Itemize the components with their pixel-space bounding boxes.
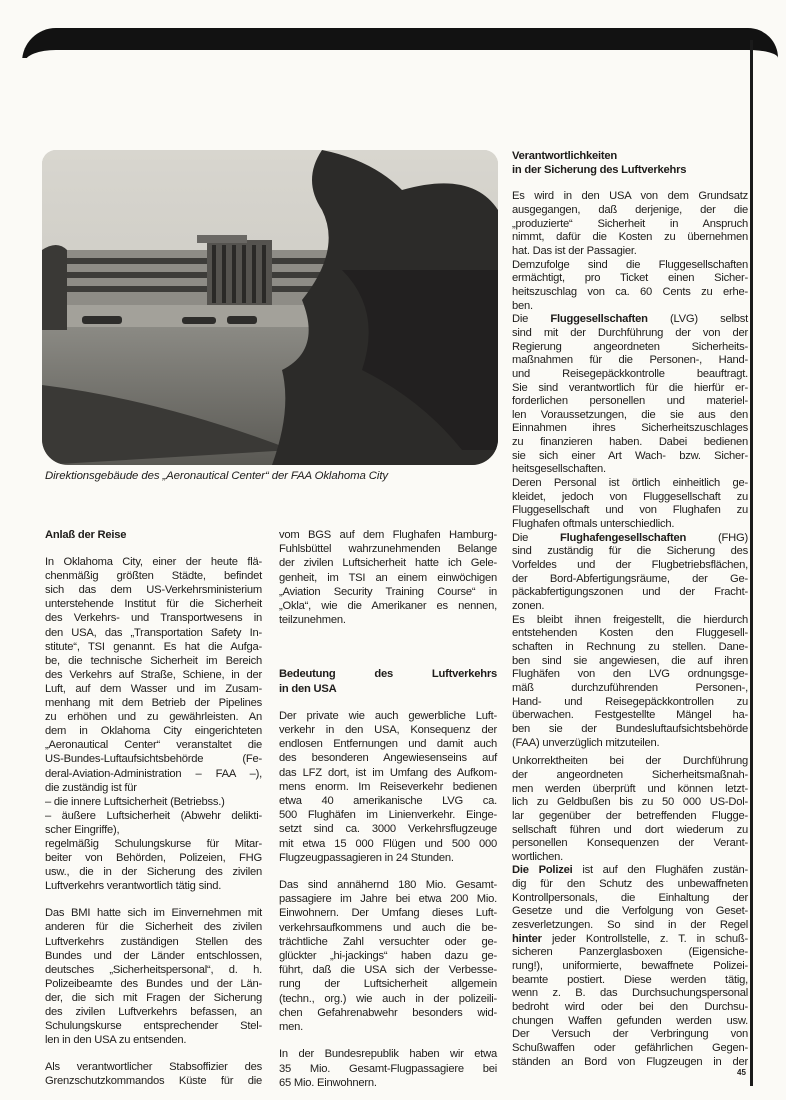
text-line: (FAA) unverzüglich mitzuteilen. bbox=[512, 736, 660, 749]
text-line: verkehrsaufkommens und auch die be- bbox=[279, 921, 497, 934]
text-line: deutsches „Sicherheitspersonal“, d. h. bbox=[45, 963, 262, 976]
text-line: 500 Flughäfen im Linienverkehr. Einge- bbox=[279, 809, 497, 822]
text-line: heitszuschlag von ca. 60 Cents zu erhe- bbox=[512, 285, 748, 298]
text-line bbox=[512, 864, 748, 878]
text-line: ben sie der Bundesluftaufsichtsbehörde bbox=[512, 722, 748, 735]
text-line: zesverletzungen. So sind in der Regel bbox=[512, 919, 748, 932]
paragraph bbox=[512, 313, 748, 477]
text-line: der Bord-Abfertigungsräume, der Ge- bbox=[512, 572, 748, 585]
text-line: forderlichen personellen und materiel- bbox=[512, 395, 748, 408]
text-line: mäß durchzuführenden Personen-, bbox=[512, 681, 748, 694]
text-segment: ist auf den Flughäfen zustän- bbox=[572, 864, 748, 877]
text-line: „Okla“, wie die Amerikaner es nennen, bbox=[279, 600, 497, 613]
text-line: sicheren Panzerglasboxen (Eigensiche- bbox=[512, 946, 748, 959]
text-line: entstehenden Kosten den Fluggesell- bbox=[512, 627, 748, 640]
text-line: Fluggesellschaft und von Flughafen zu bbox=[512, 504, 748, 517]
paragraph bbox=[512, 864, 748, 1069]
text-line: kleidet, jedoch von Fluggesellschaft zu bbox=[512, 490, 748, 503]
text-line: den USA, das „Transportation Safety In- bbox=[45, 626, 262, 639]
text-line: des besonderen Angewiesenseins auf bbox=[279, 752, 497, 765]
text-line: der, die sich mit Fragen der Sicherung bbox=[45, 991, 262, 1004]
text-line: des zivilen Luftverkehrs befassen, an bbox=[45, 1006, 262, 1018]
text-line: Verantwortlichkeiten bbox=[512, 150, 618, 162]
text-line: glückter „hi-jackings“ haben dazu ge- bbox=[279, 950, 497, 963]
text-line: Schulungskurse entsprechender Stel- bbox=[45, 1020, 262, 1033]
text-line: lich zu Geldbußen bis zu 50 000 US-Dol- bbox=[512, 796, 748, 809]
text-segment: Die bbox=[512, 313, 551, 326]
text-line: chungen Waffen gefunden werden usw. bbox=[512, 1014, 748, 1027]
text-line: dem in Oklahoma City eingerichteten bbox=[45, 725, 262, 738]
text-line bbox=[512, 313, 748, 327]
text-line: des Verkehrs auf Straße, Schiene, in der bbox=[45, 668, 262, 681]
text-line: Einwohnern. Der Umfang dieses Luft- bbox=[279, 907, 497, 920]
text-line: der angeordneten Sicherheitsmaßnah- bbox=[512, 768, 748, 781]
text-line: endlosen Entfernungen und damit auch bbox=[279, 738, 497, 751]
text-line: überwachen. Festgestellte Mängel ha- bbox=[512, 709, 748, 722]
text-line: scher Eingriffe), bbox=[45, 823, 120, 836]
text-line: sie sich einer Art Wach- bzw. Sicher- bbox=[512, 449, 748, 462]
text-line: 35 Mio. Gesamt-Flugpassagiere bei bbox=[279, 1062, 497, 1075]
section-heading bbox=[45, 528, 262, 542]
text-segment: (FHG) bbox=[686, 531, 748, 544]
text-line: Der Versuch der Verbringung von bbox=[512, 1028, 748, 1041]
bold-term: Flughafengesellschaften bbox=[560, 531, 687, 544]
text-line: wortlichen. bbox=[512, 850, 564, 863]
text-line: deral-Aviation-Administration – FAA –), bbox=[45, 767, 262, 780]
text-line: ständen an Bord von Flugzeugen in der bbox=[512, 1055, 748, 1068]
text-line: Sie sind verantwortlich für die hierfür er- bbox=[512, 381, 748, 394]
text-line: (techn., org.) wie auch in der polizeili- bbox=[279, 992, 497, 1005]
text-line: Bedeutung des Luftverkehrs bbox=[279, 668, 497, 681]
paragraph bbox=[512, 755, 748, 864]
text-line: Unkorrektheiten bei der Durchführung bbox=[512, 755, 748, 768]
text-line: Vorfeldes und der Flugbetriebsflächen, bbox=[512, 559, 748, 572]
column-1 bbox=[45, 528, 262, 1088]
bold-term: Die Polizei bbox=[512, 864, 573, 877]
text-line: ausgegangen, daß derjenige, der die bbox=[512, 203, 748, 216]
text-line: und Reisegepäckkontrolle beauftragt. bbox=[512, 367, 748, 380]
paragraph bbox=[45, 795, 262, 809]
paragraph bbox=[512, 532, 748, 614]
text-line: teilzunehmen. bbox=[279, 614, 346, 627]
text-line: US-Bundes-Luftaufsichtsbehörde (Fe- bbox=[45, 753, 262, 766]
text-line: Regierung angeordneten Sicherheits- bbox=[512, 340, 748, 353]
paragraph bbox=[45, 1060, 262, 1088]
text-line: Einnahmen ihres Sicherheitszuschlages bbox=[512, 422, 748, 435]
paragraph bbox=[279, 878, 497, 1034]
text-line: anderen für die Sicherheit des zivilen bbox=[45, 921, 262, 934]
text-line: sich das dem US-Verkehrsministerium bbox=[45, 584, 262, 597]
text-line: ben sind sie angewiesen, die auf ihren bbox=[512, 654, 748, 667]
text-line: passagiere im Jahre bei etwa 200 Mio. bbox=[279, 893, 497, 906]
text-line: Grenzschutzkommandos Küste für die bbox=[45, 1075, 262, 1088]
text-line: personellen Konsequenzen der Verant- bbox=[512, 837, 748, 850]
text-line: zonen. bbox=[512, 600, 545, 612]
text-line: chen Gefahrenabwehr besonders wid- bbox=[279, 1006, 497, 1019]
text-line: sind mit der Durchführung der von der bbox=[512, 326, 748, 339]
paragraph bbox=[512, 614, 748, 751]
text-line: len in den USA zu entsenden. bbox=[45, 1034, 187, 1047]
text-line: Kontrollpersonals, die Einhaltung der bbox=[512, 891, 748, 904]
text-line: Das sind annähernd 180 Mio. Gesamt- bbox=[279, 879, 497, 892]
column-3 bbox=[512, 150, 748, 1069]
text-line: regelmäßig Schulungskurse für Mitar- bbox=[45, 837, 262, 850]
text-line bbox=[512, 933, 748, 947]
text-line: Deren Personal ist örtlich einheitlich ge- bbox=[512, 477, 748, 490]
text-line: Demzufolge sind die Fluggesellschaften bbox=[512, 258, 748, 271]
text-line: Als verantwortlicher Stabsoffizier des bbox=[45, 1061, 262, 1074]
section-heading bbox=[512, 150, 748, 177]
text-line: menhang mit dem Betrieb der Pipelines bbox=[45, 697, 262, 710]
section-heading bbox=[279, 667, 497, 695]
text-line: maßnahmen für die Personen-, Hand- bbox=[512, 354, 748, 367]
text-line: sellschaft führen und dort wiederum zu bbox=[512, 823, 748, 836]
text-line: men. bbox=[279, 1021, 303, 1034]
text-line: mit etwa 15 000 Flügen und 500 000 bbox=[279, 837, 497, 850]
text-line: Flughafen oftmals unterschiedlich. bbox=[512, 518, 675, 531]
text-line: rung!), uniformierte, bewaffnete Polizei- bbox=[512, 960, 748, 973]
paragraph bbox=[45, 809, 262, 837]
text-line: heitsgesellschaften. bbox=[512, 463, 606, 476]
paragraph bbox=[512, 259, 748, 314]
text-segment: Die bbox=[512, 531, 561, 544]
text-line: 65 Mio. Einwohnern. bbox=[279, 1076, 377, 1089]
text-line: In der Bundesrepublik haben wir etwa bbox=[279, 1048, 497, 1061]
photo-caption: Direktionsgebäude des „Aeronautical Center“ der FAA Oklahoma City bbox=[45, 470, 388, 482]
text-line: zu erhöhen und zu gewährleisten. An bbox=[45, 711, 262, 724]
text-line: des Verkehrs- und Transportwesens in bbox=[45, 612, 262, 625]
text-line: men werden überprüft und können letzt- bbox=[512, 782, 748, 795]
text-line: Polizeibeamte des Bundes und der Län- bbox=[45, 977, 262, 990]
building-photo bbox=[42, 150, 498, 465]
text-line: – äußere Luftsicherheit (Abwehr delikti- bbox=[45, 809, 262, 822]
text-line: nimmt, dafür die Kosten zu übernehmen bbox=[512, 231, 748, 244]
text-line: Der private wie auch gewerbliche Luft- bbox=[279, 709, 497, 722]
text-segment: (LVG) selbst bbox=[647, 313, 748, 326]
page-frame-right-rule bbox=[750, 40, 753, 1086]
text-line: Luft, auf dem Wasser und im Zusam- bbox=[45, 682, 262, 695]
paragraph bbox=[512, 477, 748, 532]
text-line: usw., die in der Sicherung des zivilen bbox=[45, 866, 262, 879]
frame-mask bbox=[20, 58, 40, 118]
text-line: „Aviation Security Training Course“ in bbox=[279, 585, 497, 598]
text-line: bedroht wird oder bei den Durchsu- bbox=[512, 1001, 748, 1014]
page-frame-top bbox=[22, 28, 778, 88]
bold-term: hinter bbox=[512, 932, 542, 945]
text-line: be, die technische Sicherheit im Bereich bbox=[45, 654, 262, 667]
paragraph bbox=[279, 709, 497, 865]
text-line bbox=[512, 532, 748, 546]
text-line: Fuhlsbüttel wahrzunehmenden Belange bbox=[279, 543, 497, 556]
text-line: in der Sicherung des Luftverkehrs bbox=[512, 163, 687, 176]
text-line: lar gegenüber der betreffenden Flugge- bbox=[512, 809, 748, 822]
text-line: etwa 40 amerikanische LVG ca. bbox=[279, 795, 497, 808]
text-line: die zuständig ist für bbox=[45, 781, 137, 794]
text-line: ermächtigt, pro Ticket einen Sicher- bbox=[512, 272, 748, 285]
text-line: in den USA bbox=[279, 682, 337, 695]
text-line: das LFZ dort, ist im Umfang des Aufkom- bbox=[279, 766, 497, 779]
text-line: Anlaß der Reise bbox=[45, 529, 127, 541]
text-line: dig für den Schutz des unbewaffneten bbox=[512, 878, 748, 891]
text-line: – die innere Luftsicherheit (Betriebss.) bbox=[45, 795, 225, 808]
paragraph bbox=[279, 528, 497, 627]
text-line: vom BGS auf dem Flughafen Hamburg- bbox=[279, 529, 497, 541]
paragraph bbox=[45, 906, 262, 1047]
paragraph bbox=[512, 190, 748, 258]
text-line: führt, daß die USA sich der Verbesse- bbox=[279, 964, 497, 977]
column-2 bbox=[279, 528, 497, 1090]
text-line: genheit, im TSI an einem einwöchigen bbox=[279, 571, 497, 584]
paragraph bbox=[45, 837, 262, 893]
text-line: trächtliche Zahl versuchter oder ge- bbox=[279, 935, 497, 948]
text-line: stitute“, TSI genannt. Es hat die Aufga- bbox=[45, 640, 262, 653]
text-line: len Voraussetzungen, die sie aus den bbox=[512, 408, 748, 421]
text-line: zu finanzieren haben. Dabei bedienen bbox=[512, 436, 748, 449]
text-line: Flugzeugpassagieren in 24 Stunden. bbox=[279, 851, 454, 864]
text-line: Es wird in den USA von dem Grundsatz bbox=[512, 190, 748, 203]
text-line: päckabfertigungszonen und der Fracht- bbox=[512, 586, 748, 599]
text-line: wenn z. B. das Durchsuchungspersonal bbox=[512, 987, 748, 1000]
text-line: der zivilen Luftsicherheit hatte ich Gele- bbox=[279, 557, 497, 570]
text-line: beiter von Behörden, Polizeien, FHG bbox=[45, 852, 262, 865]
text-line: „produzierte“ Sicherheit in Anspruch bbox=[512, 217, 748, 230]
paragraph bbox=[279, 1047, 497, 1090]
bold-term: Fluggesellschaften bbox=[550, 313, 648, 326]
text-line: rung der Luftsicherheit allgemein bbox=[279, 978, 497, 991]
text-line: Luftverkehrs verantwortlich tätig sind. bbox=[45, 880, 222, 893]
text-line: Gesetze und die Verfolgung von Geset- bbox=[512, 905, 748, 918]
building-photo-image bbox=[42, 150, 498, 465]
text-line: Schußwaffen oder gefährlichen Gegen- bbox=[512, 1042, 748, 1054]
text-line: Luftverkehrs zuständigen Stellen des bbox=[45, 935, 262, 948]
text-line: ben. bbox=[512, 299, 533, 312]
page-number: 45 bbox=[737, 1068, 746, 1077]
text-line: unterstehende Institut für die Sicherheit bbox=[45, 598, 262, 611]
text-line: beamte postiert. Diese werden tätig, bbox=[512, 973, 748, 986]
text-line: verkehr in den USA, Konsequenz der bbox=[279, 724, 497, 737]
text-line: „Aeronautical Center“ veranstaltet die bbox=[45, 739, 262, 752]
text-line: setzt sind ca. 3000 Verkehrsflugzeuge bbox=[279, 823, 497, 836]
text-line: Hand- und Reisegepäckkontrollen zu bbox=[512, 695, 748, 708]
text-line: sind zuständig für die Sicherung des bbox=[512, 545, 748, 558]
text-line: Flughäfen von den LVG ordnungsge- bbox=[512, 668, 748, 681]
text-line: mens enorm. Im Reiseverkehr bedienen bbox=[279, 780, 497, 793]
text-line: Es bleibt ihnen freigestellt, die hierdurch bbox=[512, 613, 748, 626]
text-line: schaften in Rechnung zu stellen. Dane- bbox=[512, 640, 748, 653]
text-line: In Oklahoma City, einer der heute flä- bbox=[45, 556, 262, 569]
text-line: Das BMI hatte sich im Einvernehmen mit bbox=[45, 907, 262, 920]
text-line: Bundes und der Länder entschlossen, bbox=[45, 949, 262, 962]
text-line: chenmäßig größten Städte, befindet bbox=[45, 570, 262, 583]
text-segment: jeder Kontrollstelle, z. T. in schuß- bbox=[541, 932, 748, 945]
paragraph bbox=[45, 555, 262, 795]
text-line: hat. Das ist der Passagier. bbox=[512, 244, 637, 257]
